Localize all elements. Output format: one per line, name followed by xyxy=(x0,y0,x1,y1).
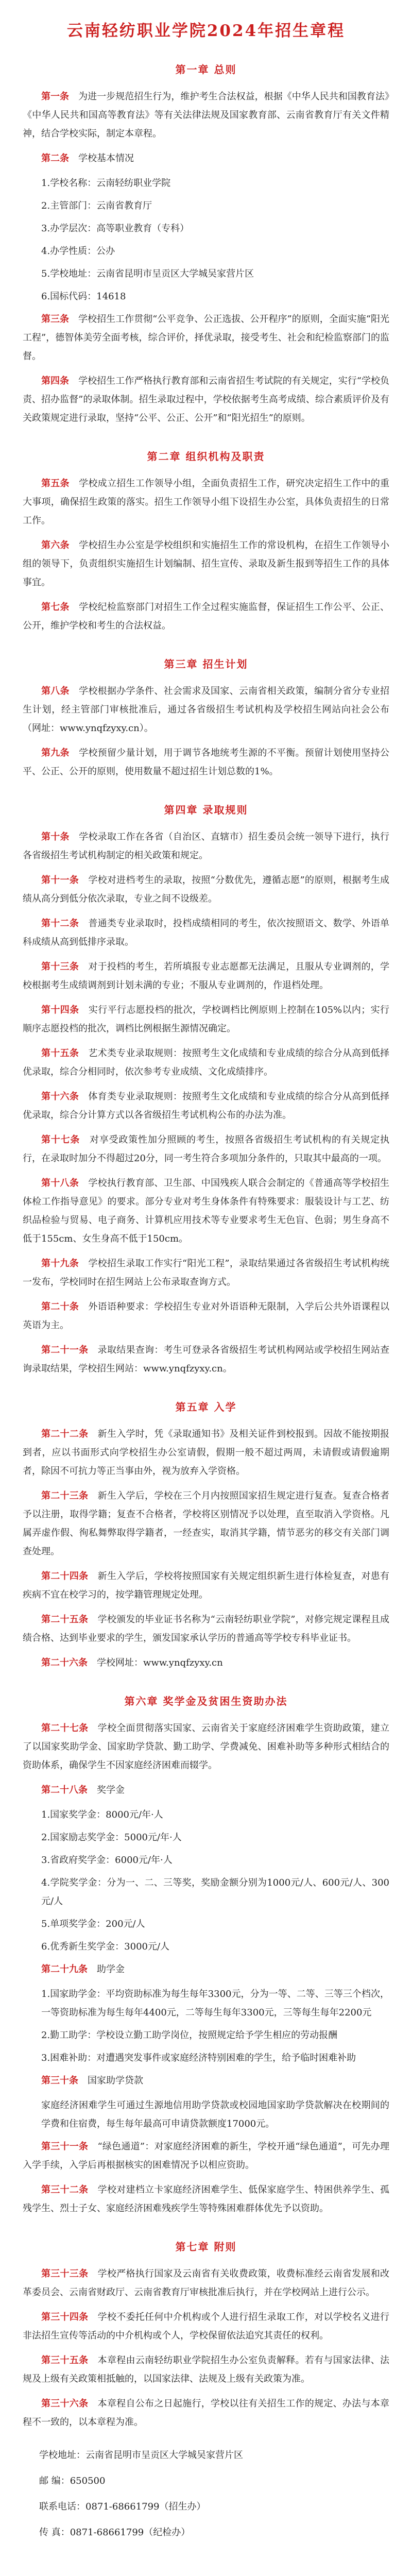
list-item xyxy=(23,1851,389,1870)
article-paragraph xyxy=(23,1425,389,1481)
paragraph-text: 普通类专业录取时，投档成绩相同的考生，依次按照语文、数学、外语单科成绩从高到低排序录取。 xyxy=(23,918,390,947)
article-paragraph xyxy=(23,682,389,738)
paragraph-text: 学校严格执行国家及云南省有关收费政策，收费标准经云南省发展和改革委员会、云南省财政厅、云南省教育厅审核批准后执行，并在学校网站上进行公示。 xyxy=(23,2268,390,2298)
article-number: 第十七条 xyxy=(41,1134,80,1145)
article-paragraph xyxy=(23,2308,389,2345)
article-number: 第三十二条 xyxy=(41,2184,89,2195)
list-item xyxy=(23,1915,389,1934)
list-item xyxy=(23,1828,389,1847)
paragraph-text: 学校对建档立卡家庭经济困难学生、低保家庭学生、特困供养学生、孤残学生、烈士子女、家庭经济困难残疾学生等特殊困难群体优先予以资助。 xyxy=(23,2184,390,2214)
chapter-heading: 第五章 入学 xyxy=(175,1401,237,1413)
article-paragraph xyxy=(23,2395,389,2432)
paragraph-text: 1.国家奖学金：8000元/年·人 xyxy=(41,1809,163,1820)
article-number: 第二条 xyxy=(41,153,69,164)
paragraph-text: 学校招生工作贯彻“公平竞争、公正选拔、公开程序”的原则，全面实施“阳光工程”，德智体美劳全面考核，综合评价，择优录取，接受考生、社会和纪检监察部门的监督。 xyxy=(23,314,389,362)
paragraph-text: 3.省政府奖学金：6000元/年·人 xyxy=(41,1855,173,1866)
paragraph-text: 1.国家助学金：平均资助标准为每生每年3300元，分为一等、二等、三等三个档次，一等资助标准为每生每年4400元，二等每生每年3300元，三等每生每年2200元 xyxy=(41,1989,389,2018)
list-item xyxy=(23,265,389,283)
article-number: 第八条 xyxy=(41,686,70,697)
paragraph-text: 实行平行志愿投档的批次，学校调档比例原则上控制在105%以内；实行顺序志愿投档的批次，调档比例根据生源情况确定。 xyxy=(23,1005,390,1034)
paragraph-text: 学校纪检监察部门对招生工作全过程实施监督，保证招生工作公平、公正、公开，维护学校和考生的合法权益。 xyxy=(23,602,390,631)
article-paragraph xyxy=(23,1567,389,1604)
paragraph-text: 学校基本情况 xyxy=(78,153,134,164)
contact-address: 学校地址：云南省昆明市呈贡区大学城吴家营片区 xyxy=(39,2450,243,2461)
article-paragraph xyxy=(23,149,389,168)
paragraph-text: 2.勤工助学：学校设立勤工助学岗位，按照规定给予学生相应的劳动报酬 xyxy=(41,2030,338,2041)
list-item xyxy=(23,174,389,193)
chapters xyxy=(23,61,389,2432)
article-paragraph xyxy=(23,372,389,428)
paragraph-text: 3.困难补助：对遭遇突发事件或家庭经济特别困难的学生，给予临时困难补助 xyxy=(41,2053,356,2063)
paragraph-text: 本章程由云南轻纺职业学院招生办公室负责解释。若有与国家法律、法规及上级有关政策相抵触的，以国家法律、法规及上级有关政策为准。 xyxy=(23,2355,390,2384)
article-paragraph xyxy=(23,2138,389,2175)
list-item xyxy=(23,287,389,306)
article-paragraph xyxy=(23,1960,389,1979)
paragraph-text: 家庭经济困难学生可通过生源地信用助学贷款或校园地国家助学贷款解决在校期间的学费和住宿费，每生每年最高可申请贷款额度17000元。 xyxy=(41,2100,389,2129)
paragraph-text: 为进一步规范招生行为，维护考生合法权益，根据《中华人民共和国教育法》《中华人民共和国高等教育法》等有关法律法规及国家教育部、云南省教育厅有关文件精神，结合学校实际，制定本章程。 xyxy=(23,91,390,139)
article-paragraph xyxy=(23,871,389,908)
article-paragraph xyxy=(23,1781,389,1800)
paragraph-text: 学校根据办学条件、社会需求及国家、云南省相关政策，编制分省分专业招生计划，经主管部门审核批准后，通过各省级招生考试机构及学校招生网站向社会公布（网址：www.ynqfzyxy.cn）。 xyxy=(23,686,390,734)
article-number: 第十五条 xyxy=(41,1048,79,1059)
chapter-heading: 第一章 总则 xyxy=(175,63,237,76)
article-number: 第三条 xyxy=(41,314,70,325)
article-number: 第二十四条 xyxy=(41,1571,89,1582)
article-number: 第三十三条 xyxy=(41,2268,89,2279)
article-paragraph xyxy=(23,828,389,865)
article-paragraph xyxy=(23,1298,389,1335)
chapter xyxy=(23,1693,389,2218)
list-item xyxy=(23,2096,389,2133)
chapter-heading: 第七章 附则 xyxy=(175,2241,237,2253)
paragraph-text: 学校招生办公室是学校组织和实施招生工作的常设机构，在招生工作领导小组的领导下，负责组织实施招生计划编制、招生宣传、录取及新生报到等招生工作的具体事宜。 xyxy=(23,540,390,588)
list-item xyxy=(23,2049,389,2067)
article-paragraph xyxy=(23,2181,389,2218)
paragraph-text: “绿色通道”：对家庭经济困难的新生，学校开通“绿色通道”，可先办理入学手续，入学后再根据核实的困难情况予以相应资助。 xyxy=(23,2141,390,2171)
article-number: 第十条 xyxy=(41,832,70,842)
paragraph-text: 学校成立招生工作领导小组，全面负责招生工作，研究决定招生工作中的重大事项，确保招生政策的落实。招生工作领导小组下设招生办公室，具体负责招生的日常工作。 xyxy=(23,478,390,526)
paragraph-text: 学校录取工作在各省（自治区、直辖市）招生委员会统一领导下进行，执行各省级招生考试机构制定的相关政策和规定。 xyxy=(23,832,390,861)
list-item xyxy=(23,197,389,215)
article-paragraph xyxy=(23,1088,389,1125)
chapter-heading: 第六章 奖学金及贫困生资助办法 xyxy=(124,1695,288,1707)
paragraph-text: 录取结果查询：考生可登录各省级招生考试机构网站或学校招生网站查询录取结果，学校招生网站：www.ynqfzyxy.cn。 xyxy=(23,1345,390,1374)
article-paragraph xyxy=(23,958,389,995)
paragraph-text: 奖学金 xyxy=(97,1785,125,1795)
paragraph-text: 学校招生工作严格执行教育部和云南省招生考试院的有关规定，实行“学校负责、招办监督”的录取体制。招生录取过程中，学校依据考生高考成绩、综合素质评价及有关政策规定进行录取，坚持“公平、公正、公开”和“阳光招生”的原则。 xyxy=(23,376,390,423)
article-paragraph xyxy=(23,1044,389,1081)
article-number: 第二十五条 xyxy=(41,1614,89,1625)
chapter xyxy=(23,448,389,635)
article-paragraph xyxy=(23,536,389,592)
paragraph-text: 5.学校地址：云南省昆明市呈贡区大学城吴家营片区 xyxy=(41,268,254,279)
article-number: 第五条 xyxy=(41,478,70,489)
article-paragraph xyxy=(23,1487,389,1561)
chapter xyxy=(23,656,389,781)
paragraph-text: 6.国标代码：14618 xyxy=(41,291,126,302)
paragraph-text: 学校招生录取工作实行“阳光工程”，录取结果通过各省级招生考试机构统一发布，学校同时在招生网站上公布录取查询方式。 xyxy=(23,1258,390,1287)
article-number: 第二十九条 xyxy=(41,1964,88,1975)
paragraph-text: 4.办学性质：公办 xyxy=(41,246,115,257)
list-item xyxy=(23,2026,389,2045)
article-number: 第十一条 xyxy=(41,875,79,886)
paragraph-text: 5.单项奖学金：200元/人 xyxy=(41,1919,145,1929)
article-number: 第十四条 xyxy=(41,1005,79,1015)
paragraph-text: 对享受政策性加分照顾的考生，按照各省级招生考试机构的有关规定执行，在录取时加分不得超过20分，同一考生符合多项加分条件的，只取其中最高的一项。 xyxy=(23,1134,390,1164)
article-paragraph xyxy=(23,2265,389,2302)
article-number: 第二十六条 xyxy=(41,1657,88,1668)
paragraph-text: 对于投档的考生，若所填报专业志愿都无法满足，且服从专业调剂的，学校根据考生成绩调剂到计划未满的专业；不服从专业调剂的，作退档处理。 xyxy=(23,961,390,991)
article-paragraph xyxy=(23,2351,389,2388)
article-number: 第三十六条 xyxy=(41,2398,89,2409)
article-number: 第二十七条 xyxy=(41,1723,89,1734)
paragraph-text: 学校全面贯彻落实国家、云南省关于家庭经济困难学生资助政策，建立了以国家奖助学金、国家助学贷款、勤工助学、学费减免、困难补助等多种形式相结合的资助体系，确保学生不因家庭经济困难而辍学。 xyxy=(23,1723,390,1771)
paragraph-text: 新生入学后，学校在三个月内按照国家招生规定进行复查。复查合格者予以注册，取得学籍；复查不合格者，学校将区别情况予以处理，直至取消入学资格。凡属弄虚作假、徇私舞弊取得学籍者，一经查实，取消其学籍，情节恶劣的移交有关部门调查处理。 xyxy=(23,1490,390,1557)
paragraph-text: 助学金 xyxy=(97,1964,125,1975)
article-paragraph xyxy=(23,1255,389,1292)
article-number: 第十六条 xyxy=(41,1091,79,1102)
paragraph-text: 国家助学贷款 xyxy=(88,2075,143,2086)
article-number: 第三十一条 xyxy=(41,2141,89,2152)
chapter-heading: 第二章 组织机构及职责 xyxy=(147,450,265,463)
article-number: 第七条 xyxy=(41,602,70,613)
list-item xyxy=(23,1874,389,1911)
paragraph-text: 新生入学时，凭《录取通知书》及相关证件到校报到。因故不能按期报到者，应以书面形式向学校招生办公室请假，假期一般不超过两周，未请假或请假逾期者，除因不可抗力等正当事由外，视为放弃入学资格。 xyxy=(23,1429,390,1477)
paragraph-text: 学校不委托任何中介机构或个人进行招生录取工作，对以学校名义进行非法招生宣传等活动的中介机构或个人，学校保留依法追究其责任的权利。 xyxy=(23,2312,390,2341)
paragraph-text: 学校网址：www.ynqfzyxy.cn xyxy=(97,1657,223,1668)
article-paragraph xyxy=(23,1654,389,1672)
article-number: 第十八条 xyxy=(41,1178,79,1189)
article-paragraph xyxy=(23,474,389,530)
article-number: 第九条 xyxy=(41,748,70,758)
article-paragraph xyxy=(23,914,389,952)
article-number: 第三十五条 xyxy=(41,2355,89,2366)
article-paragraph xyxy=(23,1341,389,1378)
paragraph-text: 学校预留少量计划，用于调节各地统考生源的不平衡。预留计划使用坚持公平、公正、公开的原则，使用数量不超过招生计划总数的1%。 xyxy=(23,748,390,777)
list-item xyxy=(23,1985,389,2022)
article-number: 第二十条 xyxy=(41,1301,79,1312)
list-item xyxy=(23,242,389,261)
article-paragraph xyxy=(23,1001,389,1038)
paragraph-text: 本章程自公布之日起施行，学校以往有关招生工作的规定、办法与本章程不一致的，以本章程为准。 xyxy=(23,2398,390,2428)
article-paragraph xyxy=(23,744,389,781)
contact-fax: 传 真：0871-68661799（纪检办） xyxy=(39,2527,191,2538)
chapter-heading: 第三章 招生计划 xyxy=(164,658,248,670)
list-item xyxy=(23,1938,389,1956)
article-number: 第三十条 xyxy=(41,2075,78,2086)
chapter xyxy=(23,1399,389,1672)
paragraph-text: 外语语种要求：学校招生专业对外语语种无限制，入学后公共外语课程以英语为主。 xyxy=(23,1301,390,1331)
chapter xyxy=(23,61,389,428)
article-number: 第二十二条 xyxy=(41,1429,89,1439)
article-number: 第二十八条 xyxy=(41,1785,88,1795)
paragraph-text: 3.办学层次：高等职业教育（专科） xyxy=(41,223,190,234)
article-paragraph xyxy=(23,88,389,143)
chapter xyxy=(23,802,389,1378)
article-number: 第一条 xyxy=(41,91,70,102)
article-paragraph xyxy=(23,1719,389,1775)
chapter-heading: 第四章 录取规则 xyxy=(164,804,248,816)
article-number: 第十九条 xyxy=(41,1258,79,1269)
article-paragraph xyxy=(23,1174,389,1248)
contact-postcode: 邮 编：650500 xyxy=(39,2476,106,2486)
paragraph-text: 艺术类专业录取规则：按照考生文化成绩和专业成绩的综合分从高到低择优录取，综合分相同时，依次参考专业成绩、文化成绩排序。 xyxy=(23,1048,390,1077)
paragraph-text: 新生入学后，学校将按照国家有关规定组织新生进行体检复查，对患有疾病不宜在校学习的，按学籍管理规定处理。 xyxy=(23,1571,390,1600)
list-item xyxy=(23,219,389,238)
article-paragraph xyxy=(23,2072,389,2090)
contact-phone: 联系电话：0871-68661799（招生办） xyxy=(39,2501,206,2512)
contact-info xyxy=(23,2446,389,2542)
page-title: 云南轻纺职业学院2024年招生章程 xyxy=(66,22,346,40)
paragraph-text: 学校执行教育部、卫生部、中国残疾人联合会制定的《普通高等学校招生体检工作指导意见》的要求。部分专业对考生身体条件有特殊要求：服装设计与工艺、纺织品检验与贸易、电子商务、计算机应用技术等专业要求考生无色盲、色弱；男生身高不低于155cm、女生身高不低于150cm。 xyxy=(23,1178,390,1244)
article-number: 第四条 xyxy=(41,376,70,386)
paragraph-text: 6.优秀新生奖学金：3000元/人 xyxy=(41,1941,170,1952)
article-number: 第十三条 xyxy=(41,961,79,972)
paragraph-text: 2.国家励志奖学金：5000元/年·人 xyxy=(41,1832,182,1843)
chapter xyxy=(23,2239,389,2432)
article-number: 第十二条 xyxy=(41,918,79,929)
article-paragraph xyxy=(23,1131,389,1168)
article-paragraph xyxy=(23,310,389,366)
paragraph-text: 学校对进档考生的录取，按照“分数优先，遵循志愿”的原则，根据考生成绩从高分到低分依次录取，专业之间不设级差。 xyxy=(23,875,390,904)
article-paragraph xyxy=(23,598,389,635)
paragraph-text: 2.主管部门：云南省教育厅 xyxy=(41,200,152,211)
article-number: 第二十一条 xyxy=(41,1345,89,1355)
paragraph-text: 1.学校名称：云南轻纺职业学院 xyxy=(41,178,171,189)
article-paragraph xyxy=(23,1611,389,1648)
paragraph-text: 4.学院奖学金：分为一、二、三等奖，奖励金额分别为1000元/人、600元/人、300元/人 xyxy=(41,1877,389,1907)
paragraph-text: 学校颁发的毕业证书名称为“云南轻纺职业学院”，对修完规定课程且成绩合格、达到毕业要求的学生，颁发国家承认学历的普通高等学校专科毕业证书。 xyxy=(23,1614,390,1643)
article-number: 第三十四条 xyxy=(41,2312,89,2323)
article-number: 第二十三条 xyxy=(41,1490,89,1501)
article-number: 第六条 xyxy=(41,540,70,551)
paragraph-text: 体育类专业录取规则：按照考生文化成绩和专业成绩的综合分从高到低择优录取，综合分计算方式以各省级招生考试机构公布的办法为准。 xyxy=(23,1091,390,1121)
list-item xyxy=(23,1806,389,1824)
